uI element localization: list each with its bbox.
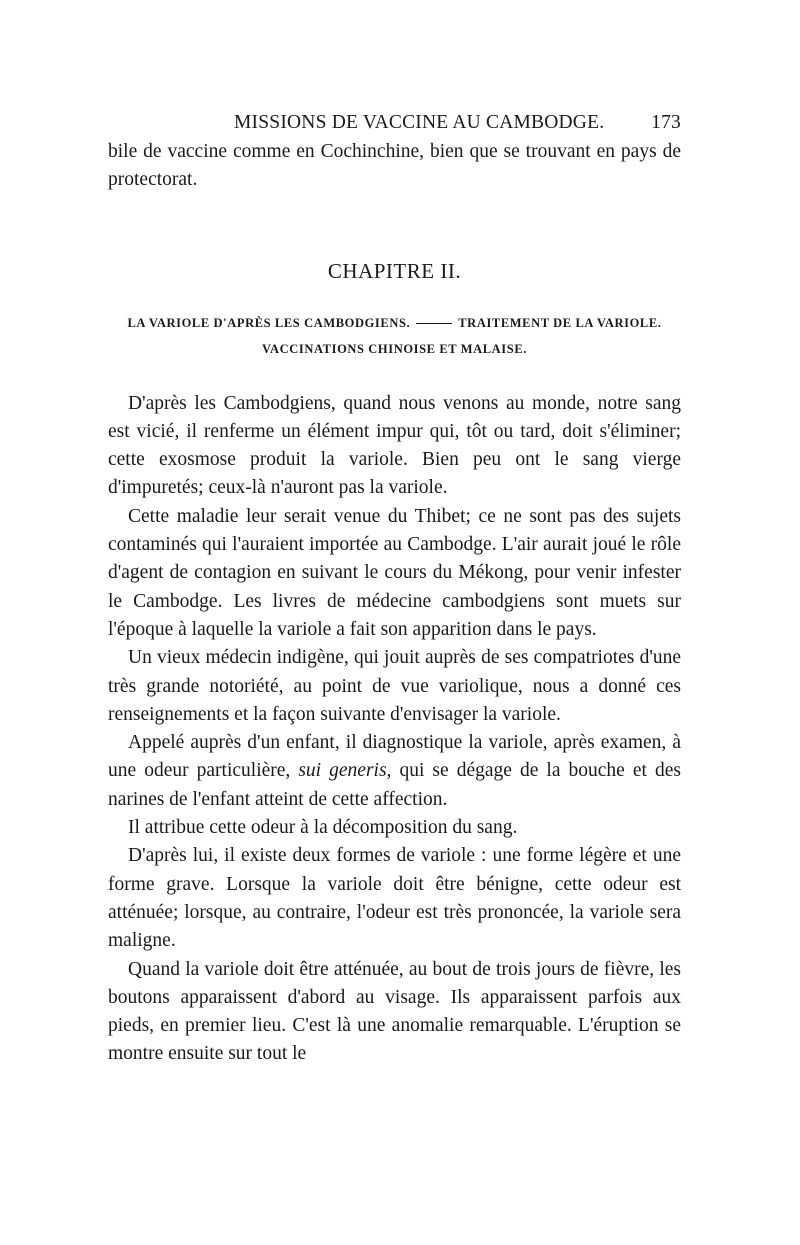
summary-line-1: [108, 310, 681, 336]
chapter-body: [108, 390, 681, 1069]
summary-line-2: VACCINATIONS CHINOISE ET MALAISE.: [261, 341, 527, 356]
paragraph-7: Quand la variole doit être atténuée, au bout de trois jours de fièvre, les boutons apparaissent d'abord au visage. Ils apparaissent parfois aux pieds, en premier lieu. C'est là une anomalie remarquable. L'éruption se montre ensuite sur tout le: [108, 958, 681, 1065]
paragraph-3: Un vieux médecin indigène, qui jouit auprès de ses compatriotes d'une très grande notoriété, au point de vue variolique, nous a donné ces renseignements et la façon suivante d'envisager la variole.: [108, 647, 681, 725]
running-title: MISSIONS DE VACCINE AU CAMBODGE.: [234, 112, 605, 133]
paragraph-6: D'après lui, il existe deux formes de variole : une forme légère et une forme grave. Lorsque la variole doit être bénigne, cette odeur est atténuée; lorsque, au contraire, l'odeur est très prononcée, la variole sera maligne.: [108, 845, 681, 952]
paragraph-2: Cette maladie leur serait venue du Thibet; ce ne sont pas des sujets contaminés qui l'auraient importée au Cambodge. L'air aurait joué le rôle d'agent de contagion en suivant le cours du Mékong, pour venir infester le Cambodge. Les livres de médecine cambodgiens sont muets sur l'époque à laquelle la variole a fait son apparition dans le pays.: [108, 505, 681, 640]
summary-part-2: TRAITEMENT DE LA VARIOLE.: [458, 315, 662, 330]
chapter-title: CHAPITRE II.: [327, 258, 462, 283]
paragraph-1: D'après les Cambodgiens, quand nous venons au monde, notre sang est vicié, il renferme un élément impur qui, tôt ou tard, doit s'éliminer; cette exosmose produit la variole. Bien peu ont le sang vierge d'impuretés; ceux-là n'auront pas la variole.: [108, 392, 681, 499]
summary-part-1: LA VARIOLE D'APRÈS LES CAMBODGIENS.: [127, 315, 411, 330]
running-header: [108, 112, 681, 138]
summary-dash: [416, 323, 452, 324]
latin-phrase: sui generis,: [298, 760, 392, 782]
paragraph-4: [108, 729, 681, 814]
opening-text: [108, 138, 681, 195]
paragraph-5: Il attribue cette odeur à la décomposition du sang.: [128, 817, 518, 839]
paragraph-4-after: qui se dégage de la bouche et des narines de l'enfant atteint de cette affection.: [108, 760, 681, 810]
chapter-summary: [108, 310, 681, 362]
page-number: 173: [651, 112, 681, 133]
opening-paragraph: bile de vaccine comme en Cochinchine, bien que se trouvant en pays de protectorat.: [108, 141, 681, 191]
book-page: [108, 112, 681, 1069]
paragraph-4-before: Appelé auprès d'un enfant, il diagnostique la variole, après examen, à une odeur particulière,: [108, 732, 681, 782]
